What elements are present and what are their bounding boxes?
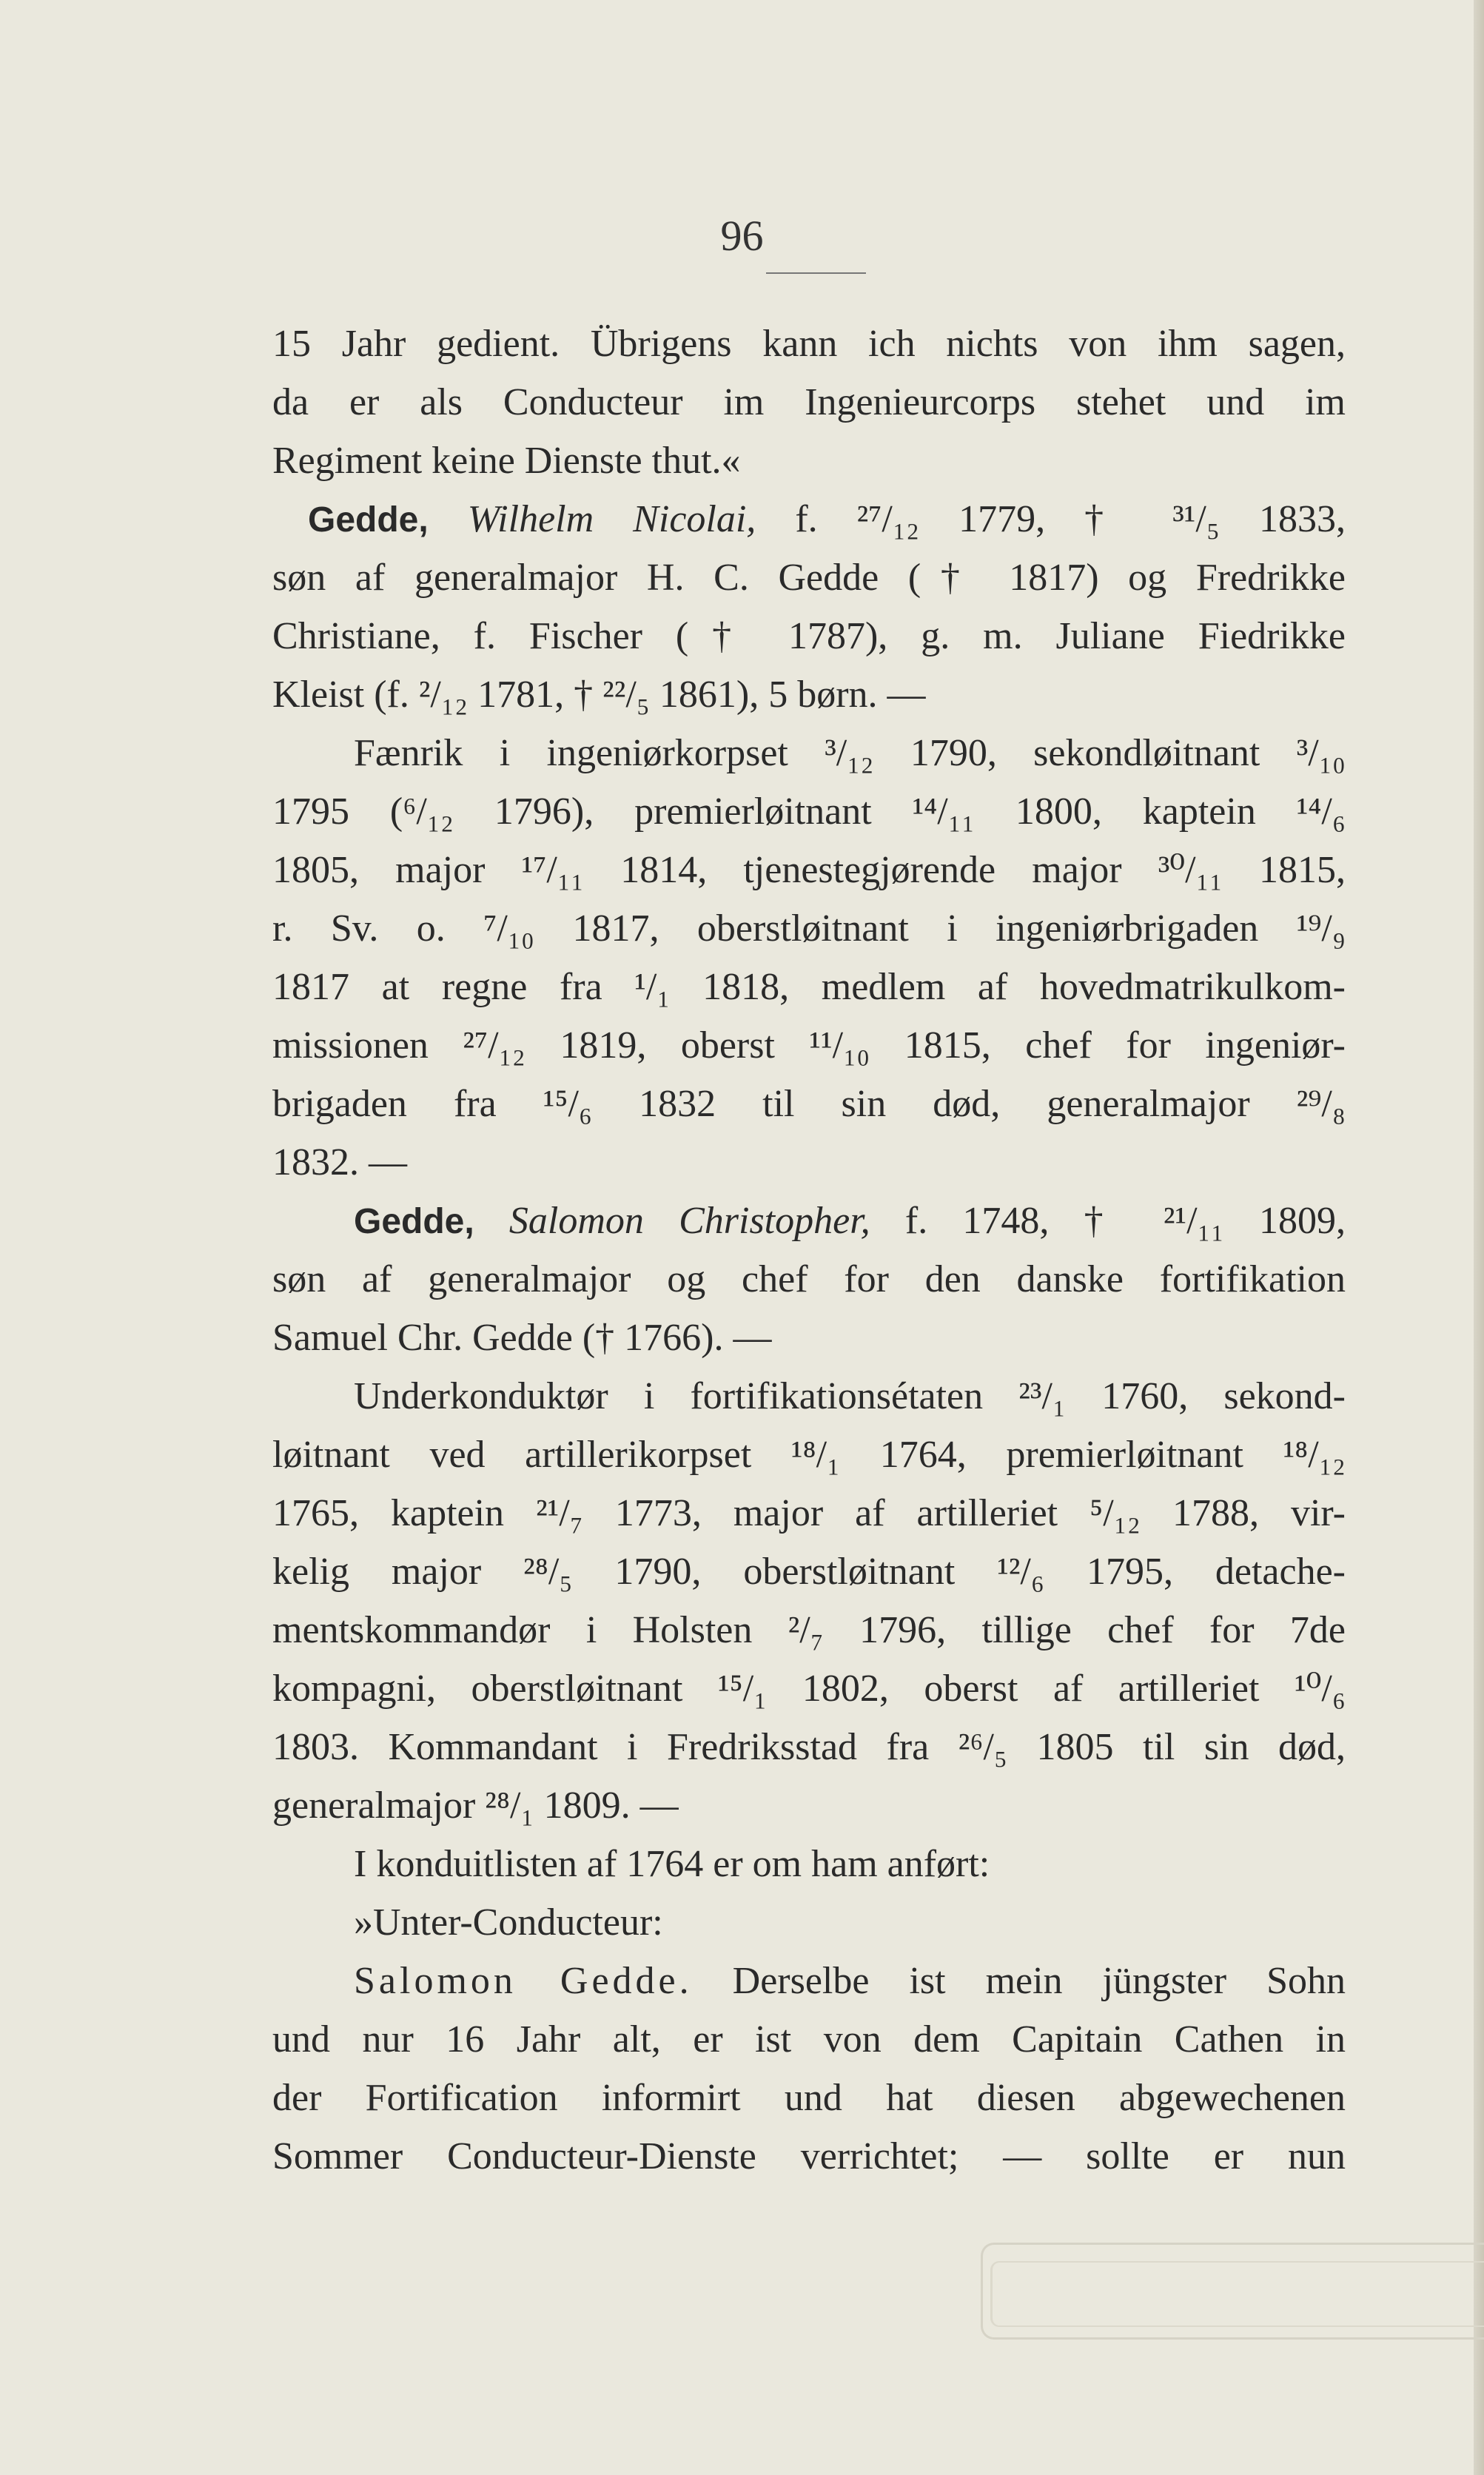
text-line: 1832. — [272,1141,407,1183]
entry-heading [272,490,1346,548]
text-line: søn af generalmajor og chef for den danske fortifikation [272,1258,1346,1300]
text-line: der Fortification informirt und hat diesen abgewechenen [272,2077,1346,2119]
paper-clip-mark-inner [990,2261,1484,2327]
text-line: I konduitlisten af 1764 er om ham anført: [354,1843,990,1885]
text-line: løitnant ved artillerikorpset ¹⁸/₁ 1764, premierløitnant ¹⁸/₁₂ [272,1434,1346,1476]
text-line: generalmajor ²⁸/₁ 1809. — [272,1784,679,1827]
page-number-rule [766,272,866,274]
entry-heading [272,1192,1346,1250]
text-line: 15 Jahr gedient. Übrigens kann ich nichts von ihm sagen, [272,323,1346,365]
text-line: missionen ²⁷/₁₂ 1819, oberst ¹¹/₁₀ 1815, chef for ingeniør- [272,1024,1346,1067]
text-line: kompagni, oberstløitnant ¹⁵/₁ 1802, oberst af artilleriet ¹⁰/₆ [272,1668,1346,1710]
text-line: r. Sv. o. ⁷/₁₀ 1817, oberstløitnant i ingeniørbrigaden ¹⁹/₉ [272,907,1346,950]
text-line: Fænrik i ingeniørkorpset ³/₁₂ 1790, sekondløitnant ³/₁₀ [354,732,1346,774]
text-line: Underkonduktør i fortifikationsétaten ²³/₁ 1760, sekond- [354,1375,1346,1417]
text-line: »Unter-Conducteur: [354,1901,663,1944]
text-line: 1817 at regne fra ¹/₁ 1818, medlem af hovedmatrikulkom- [272,966,1346,1008]
entry-surname: Gedde, [354,1202,474,1241]
text-line: und nur 16 Jahr alt, er ist von dem Capitain Cathen in [272,2018,1346,2061]
page-edge [1474,0,1484,2475]
page-number: 96 [720,212,764,260]
entry-dates: f. 1748, † ²¹/₁₁ 1809, [904,1200,1346,1242]
text-line: Sommer Conducteur-Dienste verrichtet; — sollte er nun [272,2135,1346,2177]
text-line: mentskommandør i Holsten ²/₇ 1796, tillige chef for 7de [272,1609,1346,1651]
text-line: Samuel Chr. Gedde († 1766). — [272,1317,772,1359]
entry-given-names: Wilhelm Nicolai, [467,498,756,540]
entry-given-names: Salomon Christopher, [508,1200,870,1242]
text-line: 1805, major ¹⁷/₁₁ 1814, tjenestegjørende major ³⁰/₁₁ 1815, [272,849,1346,891]
text-line: da er als Conducteur im Ingenieurcorps stehet und im [272,381,1346,423]
page-text [272,315,1346,2186]
text-line: brigaden fra ¹⁵/₆ 1832 til sin død, generalmajor ²⁹/₈ [272,1083,1346,1125]
text-line: Regiment keine Dienste thut.« [272,440,741,482]
text-line: 1765, kaptein ²¹/₇ 1773, major af artilleriet ⁵/₁₂ 1788, vir- [272,1492,1346,1534]
text-line: søn af generalmajor H. C. Gedde († 1817) og Fredrikke [272,557,1346,599]
quoted-letter-line [272,1952,1346,2010]
entry-dates: f. ²⁷/₁₂ 1779, † ³¹/₅ 1833, [795,498,1346,540]
text-line: kelig major ²⁸/₅ 1790, oberstløitnant ¹²/₆ 1795, detache- [272,1551,1346,1593]
text-line: Kleist (f. ²/₁₂ 1781, † ²²/₅ 1861), 5 børn. — [272,674,926,716]
entry-surname: Gedde, [308,500,429,540]
quoted-name: Salomon Gedde. [354,1960,693,2002]
quoted-text: Derselbe ist mein jüngster Sohn [732,1960,1346,2002]
text-line: Christiane, f. Fischer († 1787), g. m. Juliane Fiedrikke [272,615,1346,657]
text-line: 1795 (⁶/₁₂ 1796), premierløitnant ¹⁴/₁₁ 1800, kaptein ¹⁴/₆ [272,790,1346,833]
text-line: 1803. Kommandant i Fredriksstad fra ²⁶/₅ 1805 til sin død, [272,1726,1346,1768]
